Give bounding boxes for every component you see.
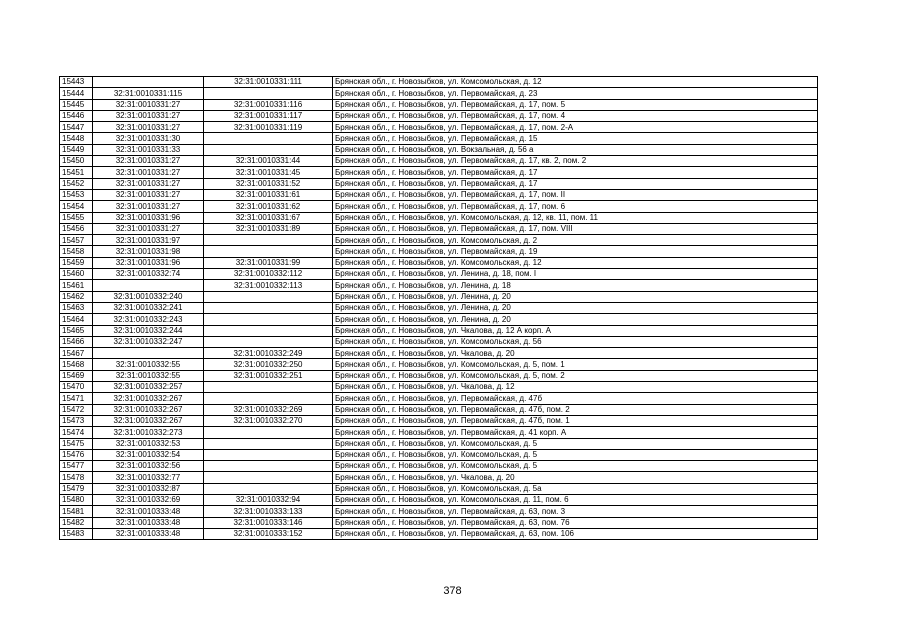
row-number-cell: 15464 (60, 314, 93, 325)
row-number-cell: 15457 (60, 235, 93, 246)
row-number-cell: 15466 (60, 336, 93, 347)
address-cell: Брянская обл., г. Новозыбков, ул. Комсомольская, д. 5, пом. 2 (333, 370, 818, 381)
table-row (60, 291, 818, 302)
land-cadastral-number-cell: 32:31:0010332:273 (93, 427, 204, 438)
land-cadastral-number-cell: 32:31:0010331:98 (93, 246, 204, 257)
address-cell: Брянская обл., г. Новозыбков, ул. Чкалова, д. 20 (333, 348, 818, 359)
land-cadastral-number-cell: 32:31:0010331:27 (93, 189, 204, 200)
address-cell: Брянская обл., г. Новозыбков, ул. Первомайская, д. 23 (333, 88, 818, 99)
object-cadastral-number-cell: 32:31:0010332:94 (204, 494, 333, 505)
row-number-cell: 15476 (60, 449, 93, 460)
land-cadastral-number-cell: 32:31:0010332:69 (93, 494, 204, 505)
object-cadastral-number-cell: 32:31:0010331:116 (204, 99, 333, 110)
address-cell: Брянская обл., г. Новозыбков, ул. Первомайская, д. 63, пом. 106 (333, 528, 818, 539)
table-row (60, 133, 818, 144)
object-cadastral-number-cell: 32:31:0010331:111 (204, 77, 333, 88)
table-row (60, 280, 818, 291)
address-cell: Брянская обл., г. Новозыбков, ул. Первомайская, д. 17, пом. 5 (333, 99, 818, 110)
row-number-cell: 15455 (60, 212, 93, 223)
table-row (60, 269, 818, 280)
row-number-cell: 15458 (60, 246, 93, 257)
table-row (60, 517, 818, 528)
address-cell: Брянская обл., г. Новозыбков, ул. Чкалова, д. 20 (333, 472, 818, 483)
row-number-cell: 15447 (60, 122, 93, 133)
land-cadastral-number-cell: 32:31:0010332:55 (93, 359, 204, 370)
row-number-cell: 15471 (60, 393, 93, 404)
address-cell: Брянская обл., г. Новозыбков, ул. Ленина, д. 18 (333, 280, 818, 291)
table-row (60, 370, 818, 381)
table-row (60, 382, 818, 393)
object-cadastral-number-cell (204, 88, 333, 99)
row-number-cell: 15459 (60, 257, 93, 268)
row-number-cell: 15443 (60, 77, 93, 88)
land-cadastral-number-cell: 32:31:0010331:27 (93, 201, 204, 212)
address-cell: Брянская обл., г. Новозыбков, ул. Первомайская, д. 17, пом. II (333, 189, 818, 200)
row-number-cell: 15448 (60, 133, 93, 144)
table-row (60, 359, 818, 370)
object-cadastral-number-cell: 32:31:0010331:89 (204, 223, 333, 234)
row-number-cell: 15452 (60, 178, 93, 189)
table-row (60, 77, 818, 88)
address-cell: Брянская обл., г. Новозыбков, ул. Первомайская, д. 17, пом. 2-А (333, 122, 818, 133)
land-cadastral-number-cell: 32:31:0010331:33 (93, 144, 204, 155)
row-number-cell: 15474 (60, 427, 93, 438)
address-cell: Брянская обл., г. Новозыбков, ул. Первомайская, д. 17 (333, 167, 818, 178)
object-cadastral-number-cell (204, 449, 333, 460)
land-cadastral-number-cell: 32:31:0010333:48 (93, 528, 204, 539)
table-row (60, 144, 818, 155)
address-cell: Брянская обл., г. Новозыбков, ул. Комсомольская, д. 5а (333, 483, 818, 494)
row-number-cell: 15478 (60, 472, 93, 483)
address-cell: Брянская обл., г. Новозыбков, ул. Комсомольская, д. 5, пом. 1 (333, 359, 818, 370)
object-cadastral-number-cell (204, 291, 333, 302)
row-number-cell: 15477 (60, 461, 93, 472)
land-cadastral-number-cell: 32:31:0010332:243 (93, 314, 204, 325)
object-cadastral-number-cell: 32:31:0010331:67 (204, 212, 333, 223)
land-cadastral-number-cell: 32:31:0010332:87 (93, 483, 204, 494)
object-cadastral-number-cell: 32:31:0010332:269 (204, 404, 333, 415)
land-cadastral-number-cell: 32:31:0010333:48 (93, 506, 204, 517)
object-cadastral-number-cell: 32:31:0010333:152 (204, 528, 333, 539)
object-cadastral-number-cell (204, 133, 333, 144)
table-row (60, 88, 818, 99)
row-number-cell: 15444 (60, 88, 93, 99)
object-cadastral-number-cell (204, 438, 333, 449)
row-number-cell: 15460 (60, 269, 93, 280)
land-cadastral-number-cell: 32:31:0010331:96 (93, 257, 204, 268)
row-number-cell: 15456 (60, 223, 93, 234)
table-row (60, 483, 818, 494)
row-number-cell: 15483 (60, 528, 93, 539)
registry-table (59, 76, 818, 540)
address-cell: Брянская обл., г. Новозыбков, ул. Комсомольская, д. 12 (333, 77, 818, 88)
table-row (60, 438, 818, 449)
address-cell: Брянская обл., г. Новозыбков, ул. Комсомольская, д. 12, кв. 11, пом. 11 (333, 212, 818, 223)
table-row (60, 348, 818, 359)
table-row (60, 302, 818, 313)
table-row (60, 110, 818, 121)
table-row (60, 449, 818, 460)
object-cadastral-number-cell: 32:31:0010332:251 (204, 370, 333, 381)
address-cell: Брянская обл., г. Новозыбков, ул. Комсомольская, д. 11, пом. 6 (333, 494, 818, 505)
table-row (60, 494, 818, 505)
object-cadastral-number-cell: 32:31:0010331:119 (204, 122, 333, 133)
address-cell: Брянская обл., г. Новозыбков, ул. Ленина, д. 20 (333, 291, 818, 302)
land-cadastral-number-cell: 32:31:0010331:30 (93, 133, 204, 144)
row-number-cell: 15462 (60, 291, 93, 302)
table-row (60, 257, 818, 268)
object-cadastral-number-cell: 32:31:0010333:133 (204, 506, 333, 517)
table-row (60, 167, 818, 178)
row-number-cell: 15446 (60, 110, 93, 121)
object-cadastral-number-cell (204, 336, 333, 347)
address-cell: Брянская обл., г. Новозыбков, ул. Первомайская, д. 19 (333, 246, 818, 257)
address-cell: Брянская обл., г. Новозыбков, ул. Чкалова, д. 12 А корп. А (333, 325, 818, 336)
land-cadastral-number-cell: 32:31:0010332:247 (93, 336, 204, 347)
table-row (60, 223, 818, 234)
object-cadastral-number-cell: 32:31:0010331:117 (204, 110, 333, 121)
table-row (60, 506, 818, 517)
address-cell: Брянская обл., г. Новозыбков, ул. Первомайская, д. 63, пом. 3 (333, 506, 818, 517)
land-cadastral-number-cell: 32:31:0010331:96 (93, 212, 204, 223)
land-cadastral-number-cell: 32:31:0010332:240 (93, 291, 204, 302)
address-cell: Брянская обл., г. Новозыбков, ул. Комсомольская, д. 2 (333, 235, 818, 246)
object-cadastral-number-cell (204, 246, 333, 257)
row-number-cell: 15472 (60, 404, 93, 415)
object-cadastral-number-cell: 32:31:0010332:250 (204, 359, 333, 370)
object-cadastral-number-cell: 32:31:0010332:113 (204, 280, 333, 291)
land-cadastral-number-cell: 32:31:0010331:27 (93, 110, 204, 121)
land-cadastral-number-cell: 32:31:0010332:56 (93, 461, 204, 472)
row-number-cell: 15461 (60, 280, 93, 291)
object-cadastral-number-cell: 32:31:0010333:146 (204, 517, 333, 528)
land-cadastral-number-cell: 32:31:0010332:77 (93, 472, 204, 483)
object-cadastral-number-cell: 32:31:0010331:52 (204, 178, 333, 189)
table-row (60, 404, 818, 415)
object-cadastral-number-cell (204, 472, 333, 483)
table-row (60, 212, 818, 223)
table-row (60, 156, 818, 167)
table-row (60, 427, 818, 438)
address-cell: Брянская обл., г. Новозыбков, ул. Ленина, д. 18, пом. I (333, 269, 818, 280)
row-number-cell: 15467 (60, 348, 93, 359)
object-cadastral-number-cell (204, 235, 333, 246)
row-number-cell: 15465 (60, 325, 93, 336)
row-number-cell: 15445 (60, 99, 93, 110)
object-cadastral-number-cell (204, 144, 333, 155)
object-cadastral-number-cell (204, 325, 333, 336)
table-row (60, 99, 818, 110)
address-cell: Брянская обл., г. Новозыбков, ул. Первомайская, д. 63, пом. 76 (333, 517, 818, 528)
address-cell: Брянская обл., г. Новозыбков, ул. Комсомольская, д. 12 (333, 257, 818, 268)
table-row (60, 528, 818, 539)
object-cadastral-number-cell: 32:31:0010331:99 (204, 257, 333, 268)
land-cadastral-number-cell: 32:31:0010331:27 (93, 167, 204, 178)
land-cadastral-number-cell: 32:31:0010332:267 (93, 393, 204, 404)
address-cell: Брянская обл., г. Новозыбков, ул. Ленина, д. 20 (333, 314, 818, 325)
table-row (60, 178, 818, 189)
land-cadastral-number-cell: 32:31:0010331:27 (93, 178, 204, 189)
land-cadastral-number-cell: 32:31:0010331:115 (93, 88, 204, 99)
table-row (60, 235, 818, 246)
object-cadastral-number-cell (204, 382, 333, 393)
land-cadastral-number-cell: 32:31:0010331:97 (93, 235, 204, 246)
address-cell: Брянская обл., г. Новозыбков, ул. Первомайская, д. 17, пом. 6 (333, 201, 818, 212)
address-cell: Брянская обл., г. Новозыбков, ул. Первомайская, д. 17, кв. 2, пом. 2 (333, 156, 818, 167)
land-cadastral-number-cell: 32:31:0010332:244 (93, 325, 204, 336)
page-number: 378 (443, 585, 462, 597)
land-cadastral-number-cell: 32:31:0010332:54 (93, 449, 204, 460)
table-row (60, 393, 818, 404)
registry-table-body (60, 77, 818, 540)
row-number-cell: 15453 (60, 189, 93, 200)
land-cadastral-number-cell: 32:31:0010332:53 (93, 438, 204, 449)
table-row (60, 415, 818, 426)
land-cadastral-number-cell: 32:31:0010332:267 (93, 404, 204, 415)
object-cadastral-number-cell: 32:31:0010331:45 (204, 167, 333, 178)
table-row (60, 246, 818, 257)
row-number-cell: 15482 (60, 517, 93, 528)
row-number-cell: 15450 (60, 156, 93, 167)
land-cadastral-number-cell: 32:31:0010331:27 (93, 223, 204, 234)
land-cadastral-number-cell: 32:31:0010332:55 (93, 370, 204, 381)
address-cell: Брянская обл., г. Новозыбков, ул. Комсомольская, д. 5 (333, 461, 818, 472)
object-cadastral-number-cell (204, 314, 333, 325)
row-number-cell: 15475 (60, 438, 93, 449)
address-cell: Брянская обл., г. Новозыбков, ул. Комсомольская, д. 5 (333, 438, 818, 449)
land-cadastral-number-cell: 32:31:0010331:27 (93, 156, 204, 167)
object-cadastral-number-cell (204, 427, 333, 438)
object-cadastral-number-cell: 32:31:0010331:44 (204, 156, 333, 167)
row-number-cell: 15463 (60, 302, 93, 313)
address-cell: Брянская обл., г. Новозыбков, ул. Первомайская, д. 17 (333, 178, 818, 189)
row-number-cell: 15449 (60, 144, 93, 155)
object-cadastral-number-cell: 32:31:0010331:62 (204, 201, 333, 212)
land-cadastral-number-cell: 32:31:0010331:27 (93, 122, 204, 133)
land-cadastral-number-cell (93, 348, 204, 359)
table-row (60, 201, 818, 212)
object-cadastral-number-cell (204, 393, 333, 404)
address-cell: Брянская обл., г. Новозыбков, ул. Первомайская, д. 17, пом. VIII (333, 223, 818, 234)
address-cell: Брянская обл., г. Новозыбков, ул. Чкалова, д. 12 (333, 382, 818, 393)
table-row (60, 314, 818, 325)
address-cell: Брянская обл., г. Новозыбков, ул. Первомайская, д. 17, пом. 4 (333, 110, 818, 121)
address-cell: Брянская обл., г. Новозыбков, ул. Первомайская, д. 41 корп. А (333, 427, 818, 438)
address-cell: Брянская обл., г. Новозыбков, ул. Вокзальная, д. 56 а (333, 144, 818, 155)
land-cadastral-number-cell (93, 280, 204, 291)
row-number-cell: 15481 (60, 506, 93, 517)
table-row (60, 461, 818, 472)
address-cell: Брянская обл., г. Новозыбков, ул. Первомайская, д. 47б (333, 393, 818, 404)
row-number-cell: 15454 (60, 201, 93, 212)
land-cadastral-number-cell: 32:31:0010332:257 (93, 382, 204, 393)
address-cell: Брянская обл., г. Новозыбков, ул. Первомайская, д. 15 (333, 133, 818, 144)
row-number-cell: 15470 (60, 382, 93, 393)
address-cell: Брянская обл., г. Новозыбков, ул. Ленина, д. 20 (333, 302, 818, 313)
object-cadastral-number-cell (204, 302, 333, 313)
row-number-cell: 15468 (60, 359, 93, 370)
object-cadastral-number-cell: 32:31:0010332:112 (204, 269, 333, 280)
land-cadastral-number-cell: 32:31:0010331:27 (93, 99, 204, 110)
table-row (60, 189, 818, 200)
table-row (60, 122, 818, 133)
land-cadastral-number-cell: 32:31:0010332:74 (93, 269, 204, 280)
object-cadastral-number-cell: 32:31:0010332:249 (204, 348, 333, 359)
object-cadastral-number-cell: 32:31:0010332:270 (204, 415, 333, 426)
table-row (60, 325, 818, 336)
land-cadastral-number-cell: 32:31:0010333:48 (93, 517, 204, 528)
table-row (60, 472, 818, 483)
land-cadastral-number-cell: 32:31:0010332:267 (93, 415, 204, 426)
object-cadastral-number-cell: 32:31:0010331:61 (204, 189, 333, 200)
address-cell: Брянская обл., г. Новозыбков, ул. Комсомольская, д. 56 (333, 336, 818, 347)
row-number-cell: 15480 (60, 494, 93, 505)
address-cell: Брянская обл., г. Новозыбков, ул. Комсомольская, д. 5 (333, 449, 818, 460)
land-cadastral-number-cell (93, 77, 204, 88)
row-number-cell: 15473 (60, 415, 93, 426)
row-number-cell: 15451 (60, 167, 93, 178)
row-number-cell: 15469 (60, 370, 93, 381)
table-row (60, 336, 818, 347)
object-cadastral-number-cell (204, 483, 333, 494)
address-cell: Брянская обл., г. Новозыбков, ул. Первомайская, д. 47б, пом. 2 (333, 404, 818, 415)
object-cadastral-number-cell (204, 461, 333, 472)
row-number-cell: 15479 (60, 483, 93, 494)
land-cadastral-number-cell: 32:31:0010332:241 (93, 302, 204, 313)
address-cell: Брянская обл., г. Новозыбков, ул. Первомайская, д. 47б, пом. 1 (333, 415, 818, 426)
